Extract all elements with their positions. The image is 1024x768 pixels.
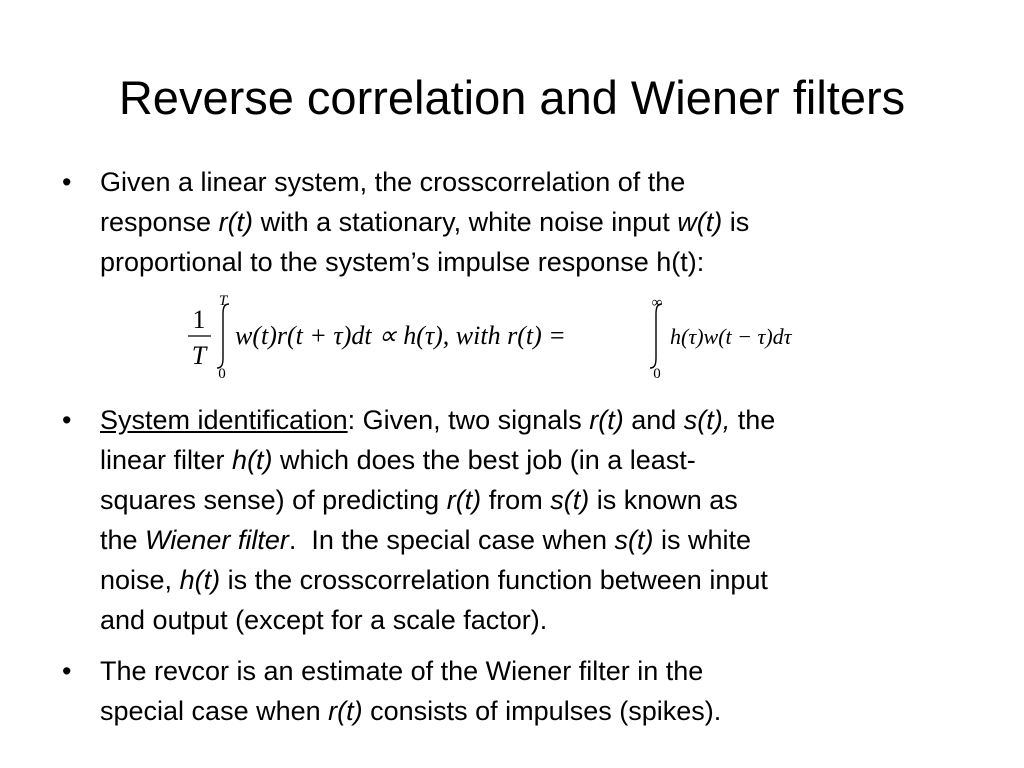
equation-graphic (185, 292, 845, 382)
text-run: Given a linear system, the crosscorrelation of the (100, 167, 686, 197)
bullet-line (100, 691, 721, 731)
text-run: proportional to the system’s impulse response h(t): (100, 247, 705, 277)
text-run: linear filter (100, 445, 233, 475)
bullet-symbol: • (62, 405, 72, 435)
integrand-expression: w(t)r(t + τ)dt ∝ h(τ), with r(t) = (235, 321, 566, 350)
integral-sign (650, 304, 662, 368)
text-run: is white (653, 525, 752, 555)
term-system-identification: System identification (100, 405, 348, 435)
bullet-line (100, 480, 775, 520)
bullet-line (100, 520, 775, 560)
bullet-text (100, 651, 721, 731)
text-run-italic: r(t) (328, 696, 363, 726)
text-run: and (623, 405, 684, 435)
text-run: is the crosscorrelation function between input (220, 565, 768, 595)
equation-crosscorrelation (185, 292, 845, 382)
text-run-italic: h(t) (232, 445, 273, 475)
bullet-line (100, 202, 749, 242)
text-run: The revcor is an estimate of the Wiener filter in the (100, 656, 704, 686)
text-run: response (100, 207, 219, 237)
integral-upper-limit: T (218, 293, 228, 309)
text-run: with a stationary, white noise input (253, 207, 678, 237)
text-run: squares sense) of predicting (100, 485, 447, 515)
integral-upper-limit: ∞ (651, 295, 663, 311)
text-run: from (481, 485, 551, 515)
text-run-italic: h(t) (179, 565, 221, 595)
text-run-italic: r(t) (589, 405, 624, 435)
text-run-italic: s(t) (550, 485, 590, 515)
text-run-italic: s(t) (614, 525, 654, 555)
text-run: which does the best job (in a least- (272, 445, 696, 475)
slide-title: Reverse correlation and Wiener filters (118, 71, 906, 124)
text-run-italic: s(t), (683, 405, 731, 435)
text-run: . In the special case when (288, 525, 615, 555)
integral-sign (217, 304, 229, 368)
text-run: consists of impulses (spikes). (362, 696, 722, 726)
bullet-text (100, 162, 749, 282)
bullet-symbol: • (62, 656, 72, 686)
text-run: the (730, 405, 776, 435)
bullet-text (100, 400, 775, 640)
fraction-denominator: T (191, 341, 207, 370)
bullet-line (100, 651, 721, 691)
bullet-line (100, 600, 775, 640)
bullet-line (100, 560, 775, 600)
integral-lower-limit: 0 (653, 366, 661, 382)
bullet-line (100, 242, 749, 282)
bullet-line (100, 400, 775, 440)
text-run-italic: Wiener filter (145, 525, 289, 555)
bullet-line (100, 440, 775, 480)
integrand-expression: h(τ)w(t − τ)dτ (670, 324, 792, 349)
fraction-numerator: 1 (192, 305, 206, 334)
text-run: is (722, 207, 750, 237)
text-run: special case when (100, 696, 329, 726)
text-run-italic: r(t) (218, 207, 254, 237)
text-run: noise, (100, 565, 180, 595)
text-run: and output (except for a scale factor). (100, 605, 548, 635)
integral-lower-limit: 0 (218, 366, 226, 382)
text-run: the (100, 525, 146, 555)
text-run-italic: r(t) (446, 485, 482, 515)
text-run: is known as (589, 485, 738, 515)
text-run-italic: w(t) (677, 207, 723, 237)
text-run: : Given, two signals (347, 405, 590, 435)
bullet-line (100, 162, 749, 202)
bullet-symbol: • (62, 167, 72, 197)
